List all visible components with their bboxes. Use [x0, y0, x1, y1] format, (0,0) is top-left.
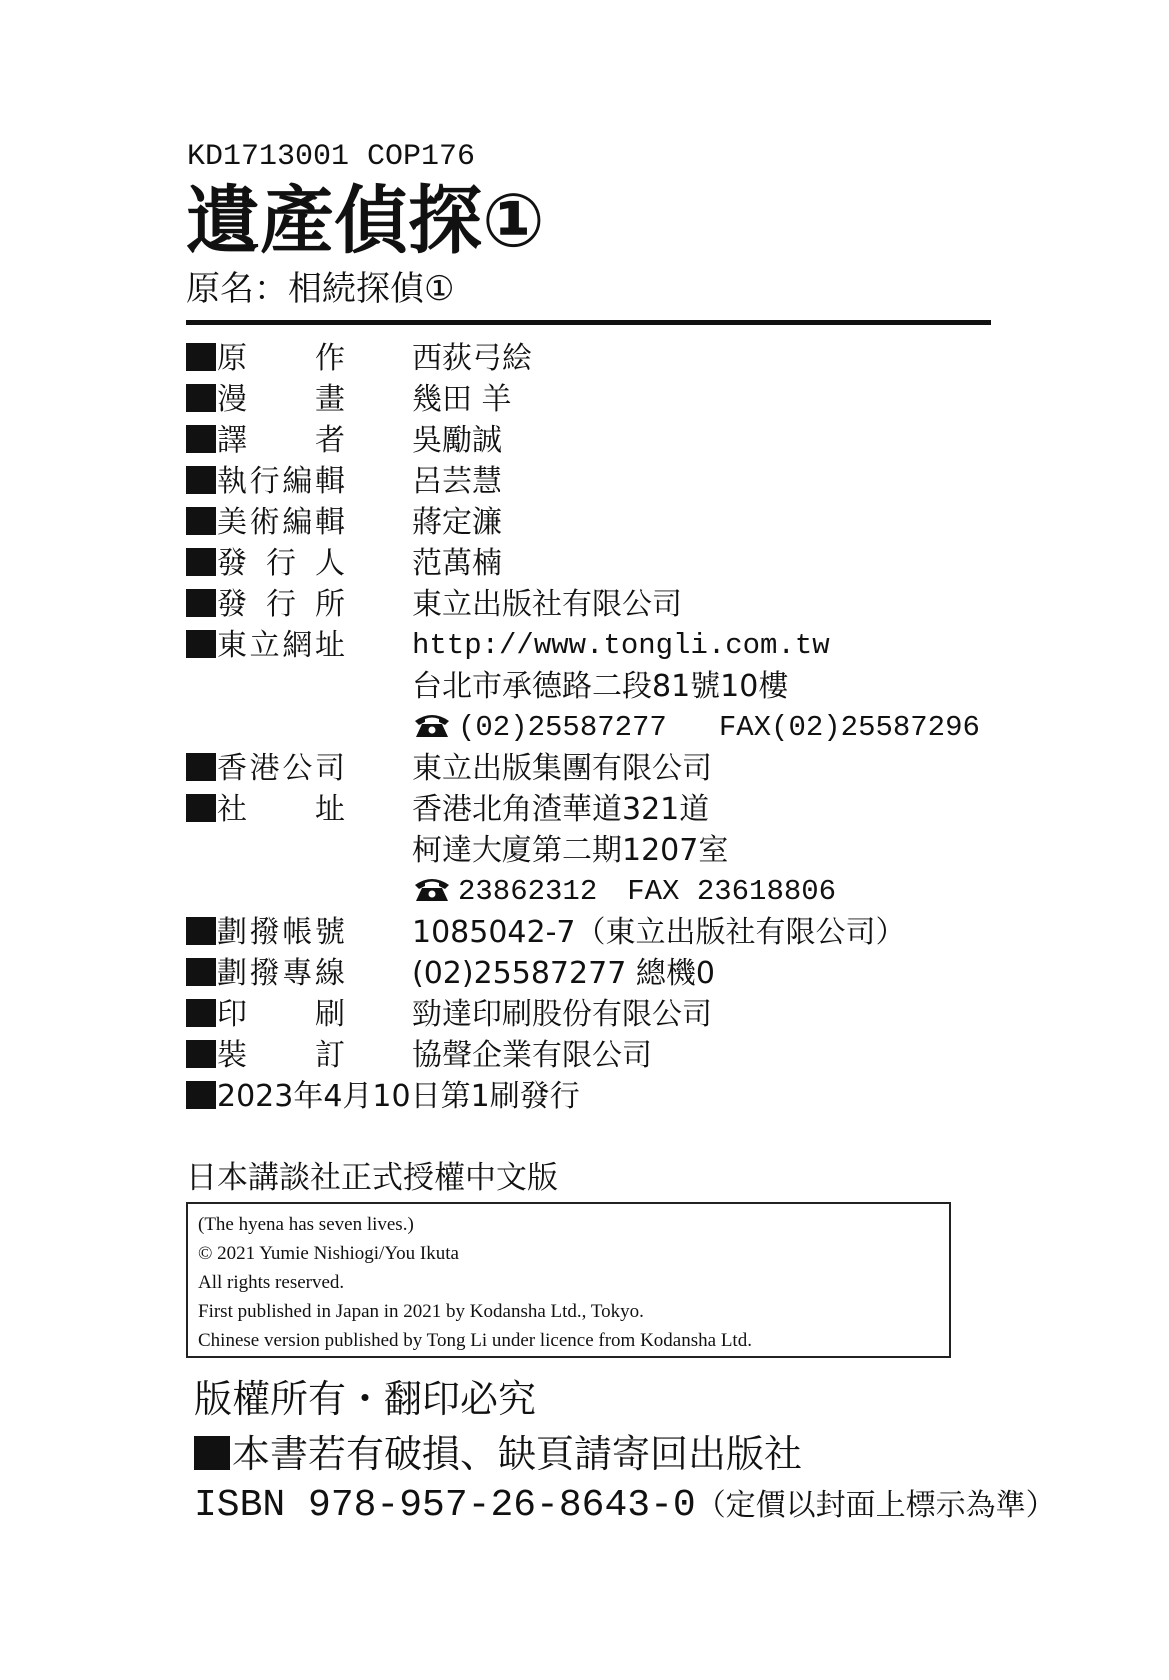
credit-label: 譯 者: [217, 423, 345, 458]
damaged-notice: [194, 1423, 802, 1478]
credit-row-publisher-person: [186, 543, 986, 584]
black-square-icon: [186, 753, 216, 781]
copyright-line: First published in Japan in 2021 by Kodansha Ltd., Tokyo.: [198, 1301, 644, 1322]
credit-row-postal-line: [186, 953, 986, 994]
credit-value: 東立出版集團有限公司: [412, 751, 712, 786]
credit-label: 發行所: [217, 587, 345, 622]
telephone-icon: [412, 711, 452, 739]
fax-number: FAX(02)25587296: [718, 711, 980, 744]
credit-label: 美術編輯: [217, 505, 345, 540]
product-code: KD1713001 COP176: [187, 140, 476, 174]
credit-label: 裝 訂: [217, 1038, 345, 1073]
black-square-icon: [186, 384, 216, 412]
credit-row-binding: [186, 1035, 986, 1076]
credit-row-artist: [186, 379, 986, 420]
credit-row-translator: [186, 420, 986, 461]
release-date: [186, 1076, 986, 1117]
black-square-icon: [186, 343, 216, 371]
credit-row-tw-phone: [186, 707, 986, 748]
black-square-icon: [186, 630, 216, 658]
rights-notice: 版權所有・翻印必究: [194, 1377, 537, 1421]
black-square-icon: [186, 958, 216, 986]
isbn-number: ISBN 978-957-26-8643-0: [194, 1484, 696, 1527]
credit-label: 劃撥帳號: [217, 915, 345, 950]
black-square-icon: [186, 1040, 216, 1068]
black-square-icon: [194, 1436, 230, 1470]
black-square-icon: [186, 999, 216, 1027]
phone-number: 23862312: [458, 875, 598, 908]
phone-number: (02)25587277: [458, 711, 667, 744]
credit-value: 東立出版社有限公司: [412, 587, 682, 622]
credit-row-hk-address-2: [186, 830, 986, 871]
credit-row-postal-account: [186, 912, 986, 953]
credit-row-exec-editor: [186, 461, 986, 502]
credit-value: 1085042-7（東立出版社有限公司）: [412, 915, 906, 950]
credit-value: 柯達大廈第二期1207室: [412, 833, 729, 868]
price-note: （定價以封面上標示為準）: [695, 1488, 1056, 1523]
credit-row-website: [186, 625, 986, 666]
black-square-icon: [186, 507, 216, 535]
credit-row-author: [186, 338, 986, 379]
credit-value: 勁達印刷股份有限公司: [412, 997, 712, 1032]
credit-value: 吳勵誠: [412, 423, 502, 458]
black-square-icon: [186, 466, 216, 494]
copyright-line: Chinese version published by Tong Li under licence from Kodansha Ltd.: [198, 1330, 752, 1351]
black-square-icon: [186, 917, 216, 945]
credit-value: (02)25587277 總機0: [412, 956, 715, 991]
black-square-icon: [186, 794, 216, 822]
black-square-icon: [186, 1081, 216, 1109]
copyright-box: [186, 1202, 951, 1358]
credit-value: 台北市承德路二段81號10樓: [412, 669, 789, 704]
credit-value: 范萬楠: [412, 546, 502, 581]
credit-label: 原 作: [217, 341, 345, 376]
black-square-icon: [186, 548, 216, 576]
credit-value: 西荻弓絵: [412, 341, 532, 376]
copyright-line: (The hyena has seven lives.): [198, 1214, 414, 1235]
original-title: [186, 268, 454, 310]
credit-row-hk-company: [186, 748, 986, 789]
copyright-line: All rights reserved.: [198, 1272, 345, 1293]
credit-label: 漫 畫: [217, 382, 345, 417]
credit-value: 香港北角渣華道321道: [412, 792, 710, 827]
fax-number: FAX 23618806: [627, 875, 837, 908]
copyright-line: © 2021 Yumie Nishiogi/You Ikuta: [198, 1243, 459, 1264]
credit-label: 社 址: [217, 792, 345, 827]
original-title-value: 相続探偵①: [288, 269, 455, 309]
black-square-icon: [186, 589, 216, 617]
credit-value: 呂芸慧: [412, 464, 502, 499]
title-divider: [186, 320, 991, 325]
credit-row-art-editor: [186, 502, 986, 543]
credits-list: [186, 338, 986, 1117]
credit-value: 協聲企業有限公司: [412, 1038, 652, 1073]
black-square-icon: [186, 425, 216, 453]
credit-label: 東立網址: [217, 628, 345, 663]
credit-label: 香港公司: [217, 751, 345, 786]
credit-row-tw-address: [186, 666, 986, 707]
credit-label: 執行編輯: [217, 464, 345, 499]
website-link[interactable]: http://www.tongli.com.tw: [412, 629, 830, 662]
authorization-notice: 日本講談社正式授權中文版: [186, 1160, 558, 1196]
credit-label: 印 刷: [217, 997, 345, 1032]
credit-row-printing: [186, 994, 986, 1035]
credit-label: 發行人: [217, 546, 345, 581]
release-date-text: 2023年4月10日第1刷發行: [217, 1079, 580, 1114]
credit-label: 劃撥專線: [217, 956, 345, 991]
credit-row-hk-address: [186, 789, 986, 830]
book-title: 遺產偵探①: [186, 178, 545, 264]
credit-row-hk-phone: [186, 871, 986, 912]
credit-value: 幾田 羊: [412, 382, 512, 417]
isbn-line: [194, 1480, 1056, 1527]
telephone-icon: [412, 875, 452, 903]
credit-row-publisher: [186, 584, 986, 625]
original-title-label: 原名：: [186, 269, 288, 309]
credit-value: 蔣定濂: [412, 505, 502, 540]
damaged-notice-text: 本書若有破損、缺頁請寄回出版社: [232, 1432, 803, 1476]
